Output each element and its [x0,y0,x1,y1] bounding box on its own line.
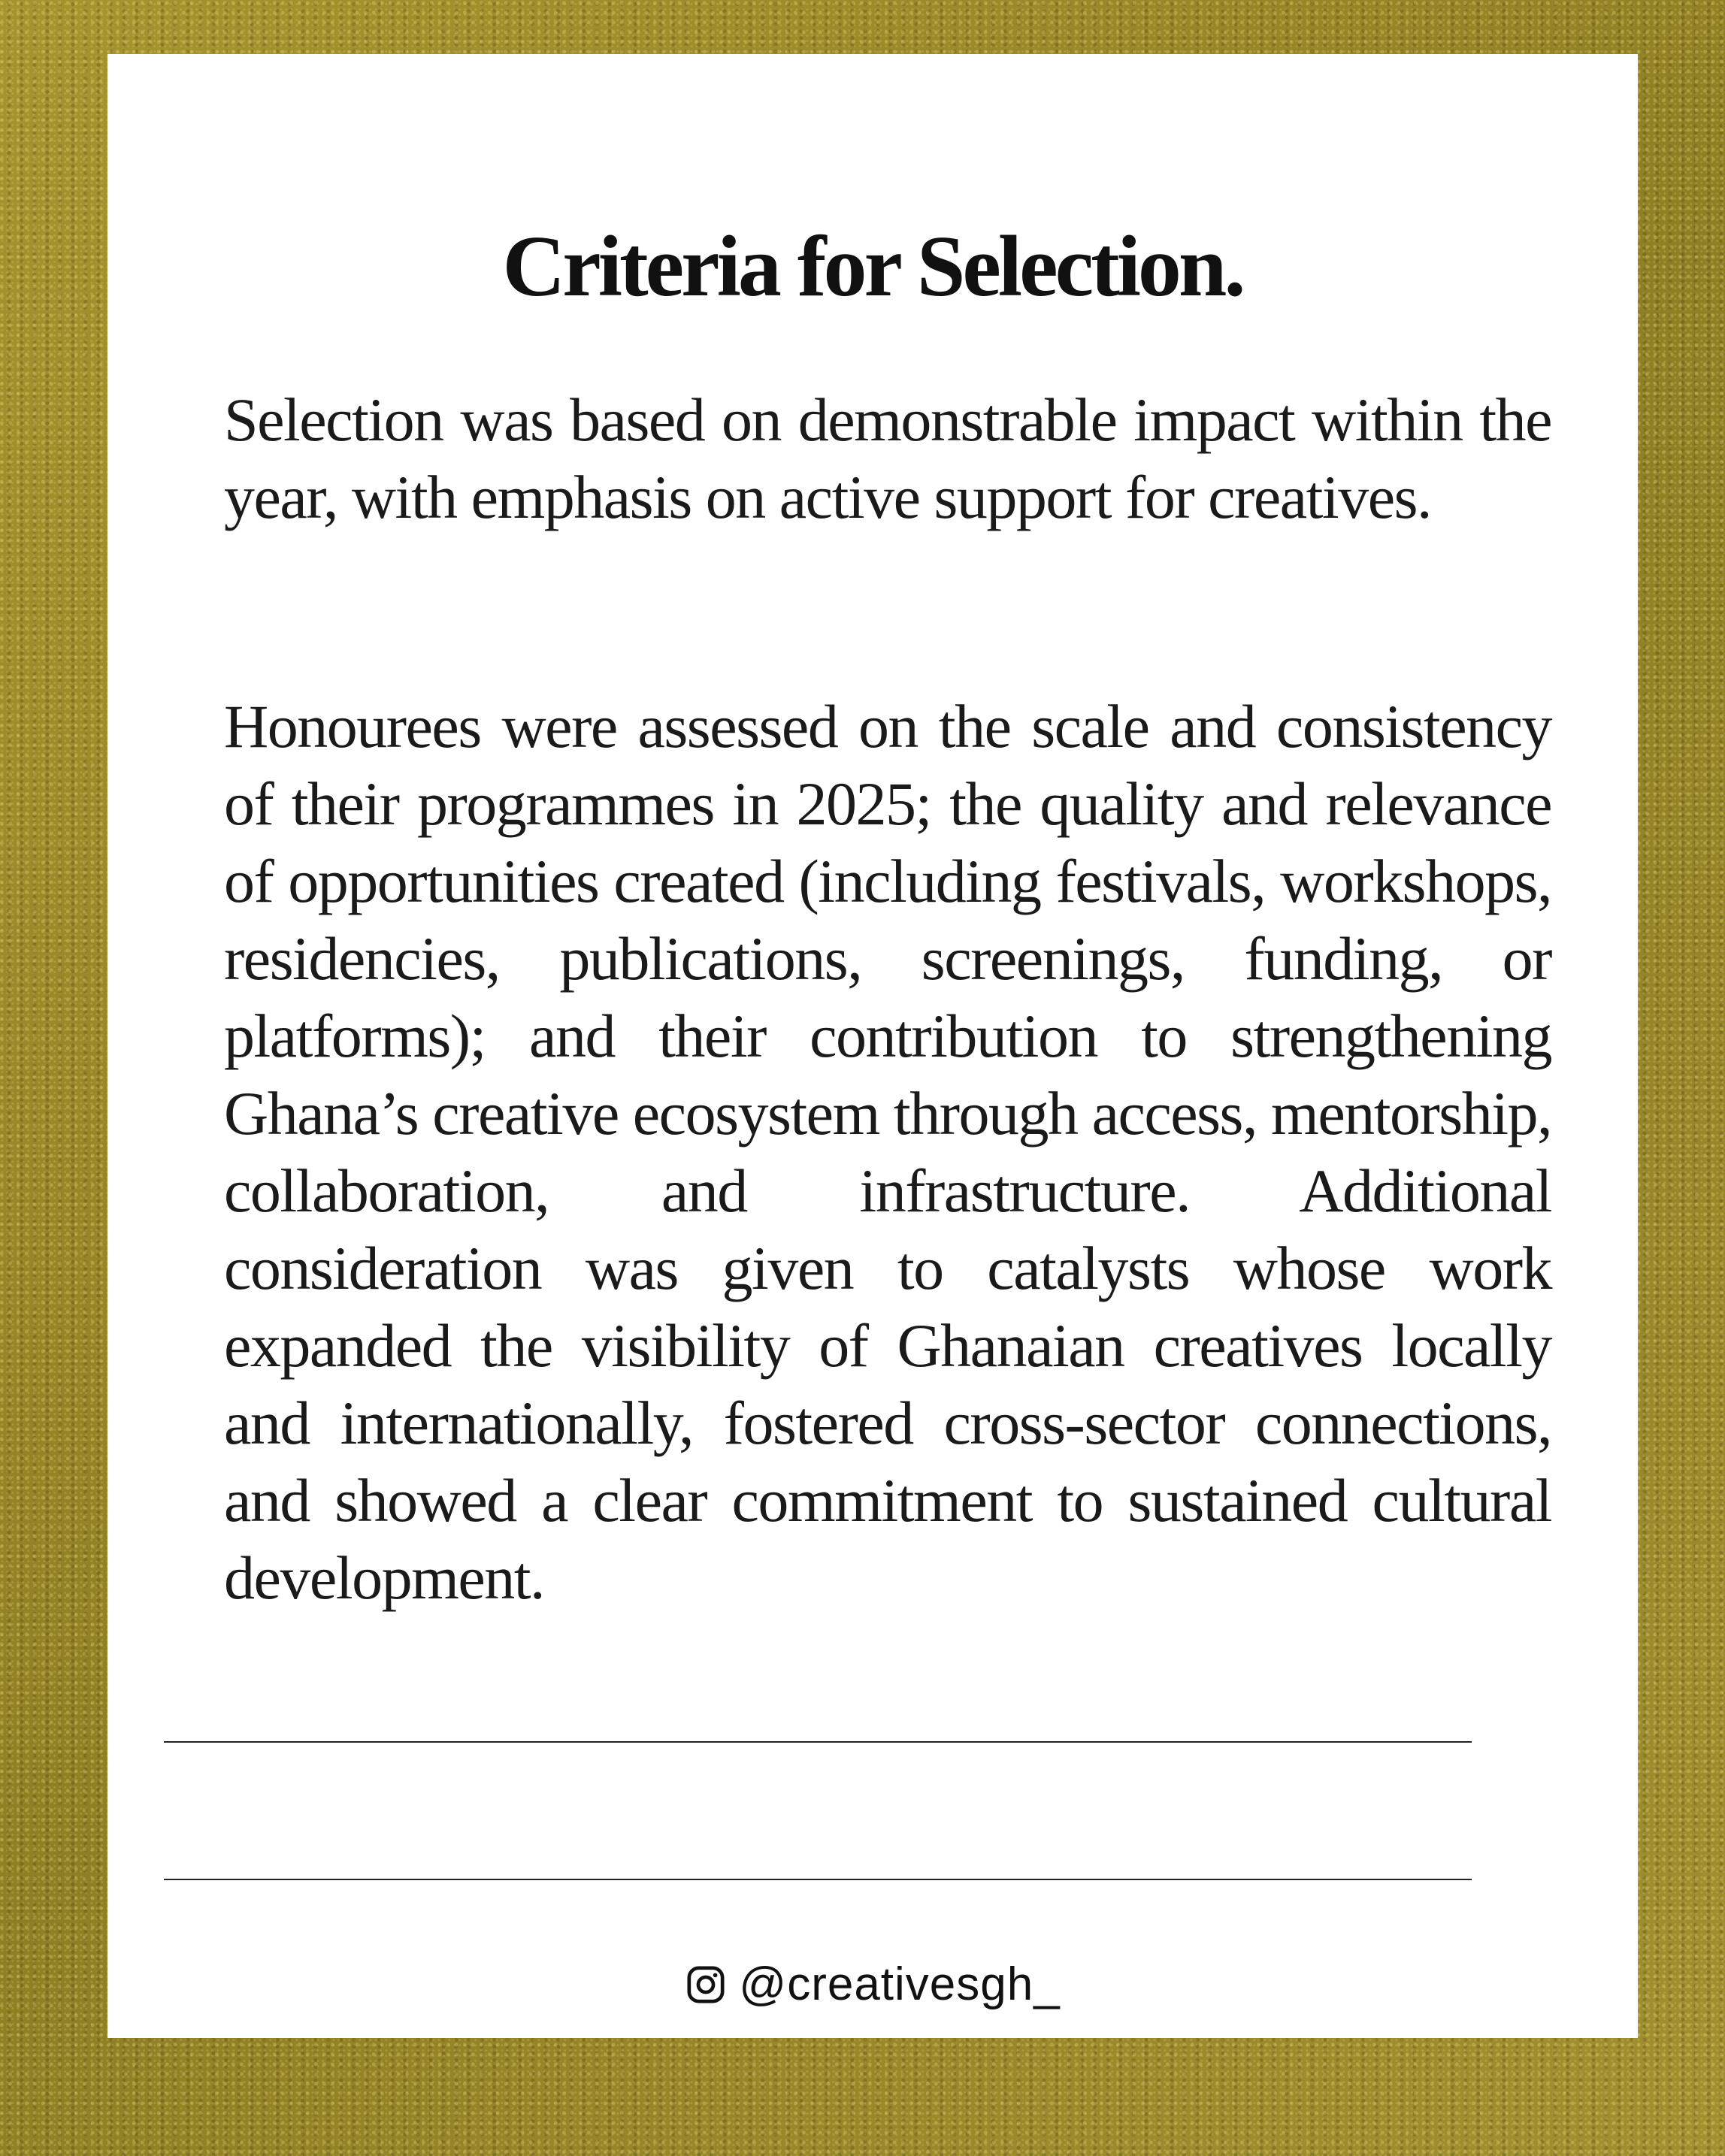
intro-paragraph: Selection was based on demonstrable impact within the year, with emphasis on active support for creatives. [224,386,1551,531]
divider-bottom [164,1879,1472,1880]
handle-text: @creativesgh_ [739,1958,1061,2010]
criteria-paragraph: Honourees were assessed on the scale and consistency of their programmes in 2025; the quality and relevance of opportunities created (including festivals, workshops, residencies, publications, screenings, funding, or platforms); and their contribution to strengthening Ghana’s creative ecosystem through access, mentorship, collaboration, and infrastructure. Additional consideration was given to catalysts whose work expanded the visibility of Ghanaian creatives locally and internationally, fostered cross-sector connections, and showed a clear commitment to sustained cultural development. [224,692,1551,1612]
page-title: Criteria for Selection. [502,219,1243,315]
instagram-icon [685,1964,727,2006]
social-handle[interactable] [107,1958,1638,2010]
divider-top [164,1741,1472,1743]
content-card [107,54,1638,2038]
